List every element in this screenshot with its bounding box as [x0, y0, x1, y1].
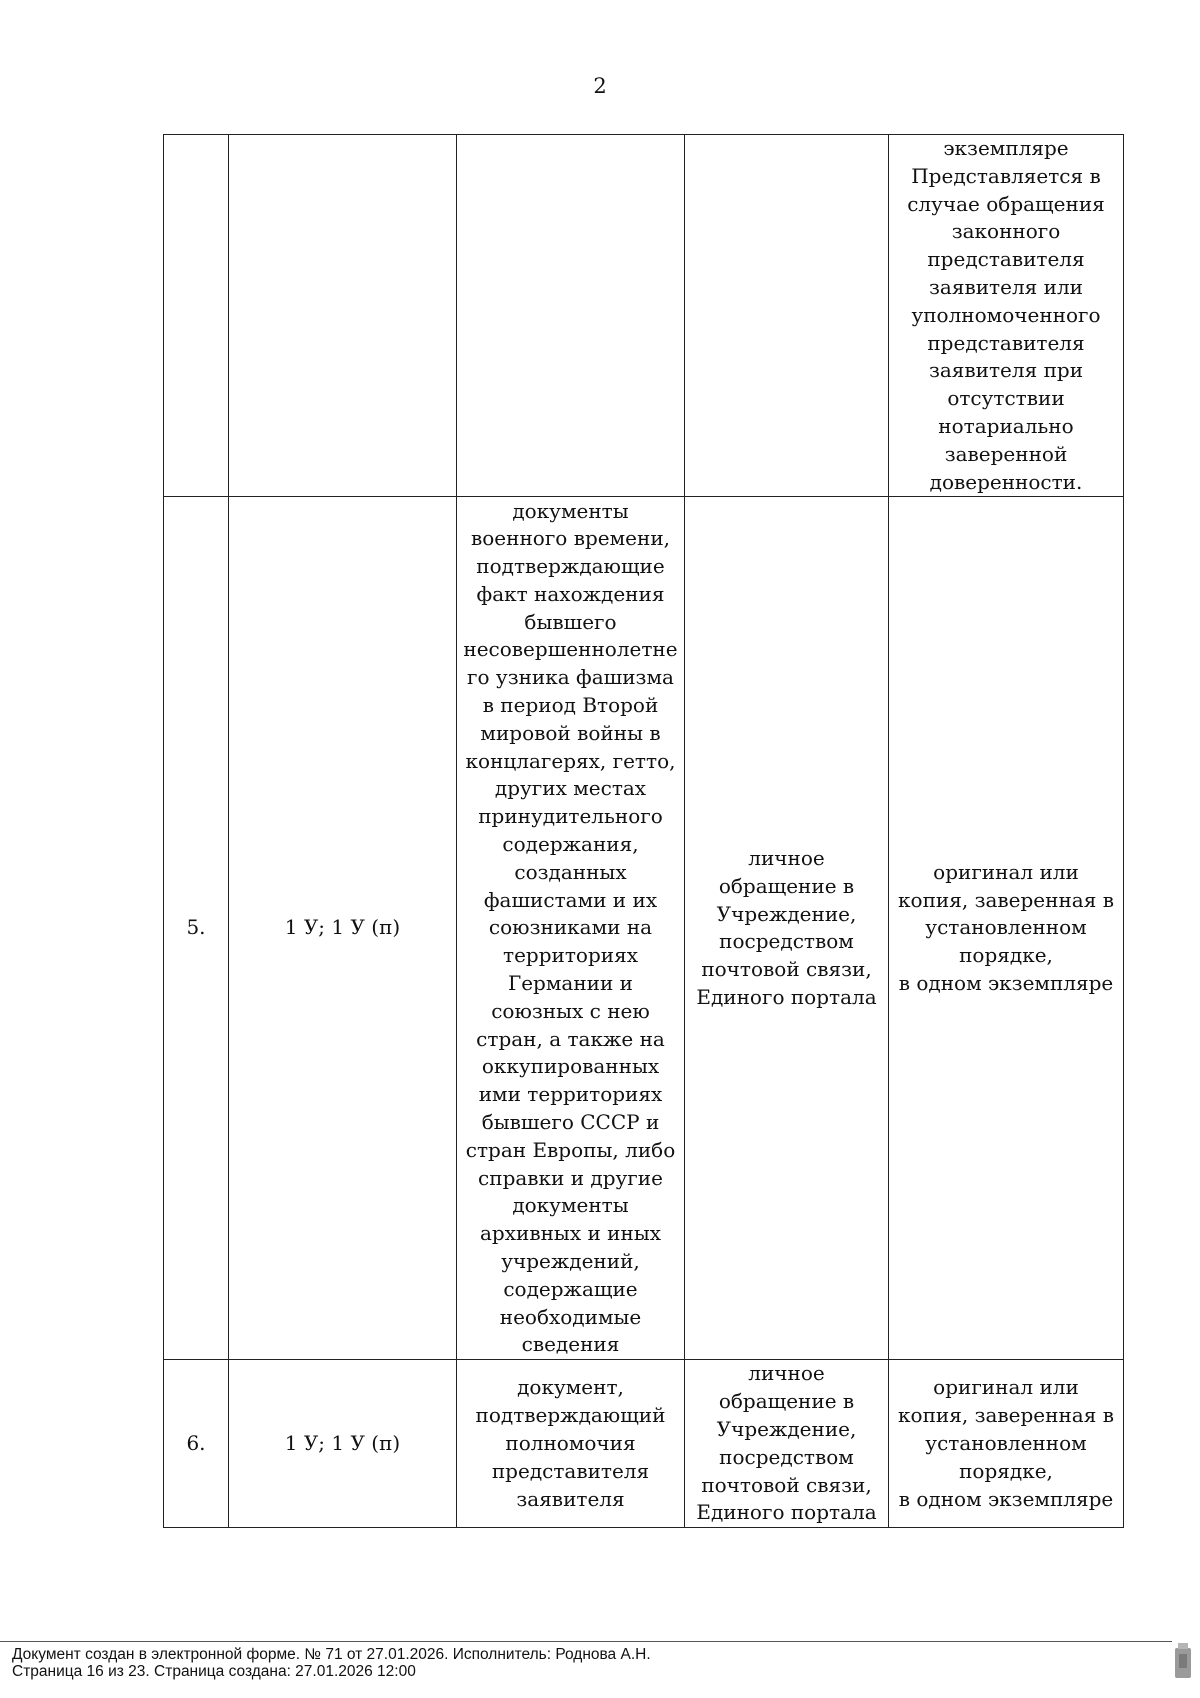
- row-code-cell: [229, 135, 457, 497]
- table-row: [164, 1360, 1124, 1528]
- row-document-cell: документы военного времени, подтверждающие факт нахождения бывшего несовершеннолетне го узника фашизма в период Второй мировой войны в концлагерях, гетто, других местах принудительного содержания, созданных фашистами и их союзниками на территориях Германии и союзных с нею стран, а также на оккупированных ими территориях бывшего СССР и стран Европы, либо справки и другие документы архивных и иных учреждений, содержащие необходимые сведения: [457, 497, 685, 1360]
- row-number-cell: [164, 135, 229, 497]
- row-requirements-cell: экземпляре Представляется в случае обращения законного представителя заявителя или уполномоченного представителя заявителя при отсутствии нотариально заверенной доверенности.: [889, 135, 1124, 497]
- documents-table: [163, 134, 1124, 1528]
- row-method-cell: [685, 135, 889, 497]
- table-row: [164, 135, 1124, 497]
- row-method-cell: личное обращение в Учреждение, посредством почтовой связи, Единого портала: [685, 497, 889, 1360]
- row-document-cell: документ, подтверждающий полномочия представителя заявителя: [457, 1360, 685, 1528]
- row-code-cell: 1 У; 1 У (п): [229, 1360, 457, 1528]
- footer-page-info: Страница 16 из 23. Страница создана: 27.01.2026 12:00: [12, 1663, 416, 1680]
- row-number-cell: 5.: [164, 497, 229, 1360]
- page-number: 2: [593, 74, 607, 98]
- row-method-cell: личное обращение в Учреждение, посредством почтовой связи, Единого портала: [685, 1360, 889, 1528]
- table-row: [164, 497, 1124, 1360]
- row-document-cell: [457, 135, 685, 497]
- row-code-cell: 1 У; 1 У (п): [229, 497, 457, 1360]
- footer-divider: [0, 1641, 1172, 1642]
- row-requirements-cell: оригинал или копия, заверенная в установленном порядке, в одном экземпляре: [889, 1360, 1124, 1528]
- row-number-cell: 6.: [164, 1360, 229, 1528]
- coat-of-arms-icon: [1172, 1640, 1194, 1684]
- row-requirements-cell: оригинал или копия, заверенная в установленном порядке, в одном экземпляре: [889, 497, 1124, 1360]
- footer-document-info: Документ создан в электронной форме. № 71 от 27.01.2026. Исполнитель: Роднова А.Н.: [12, 1646, 651, 1663]
- document-footer: [12, 1646, 651, 1680]
